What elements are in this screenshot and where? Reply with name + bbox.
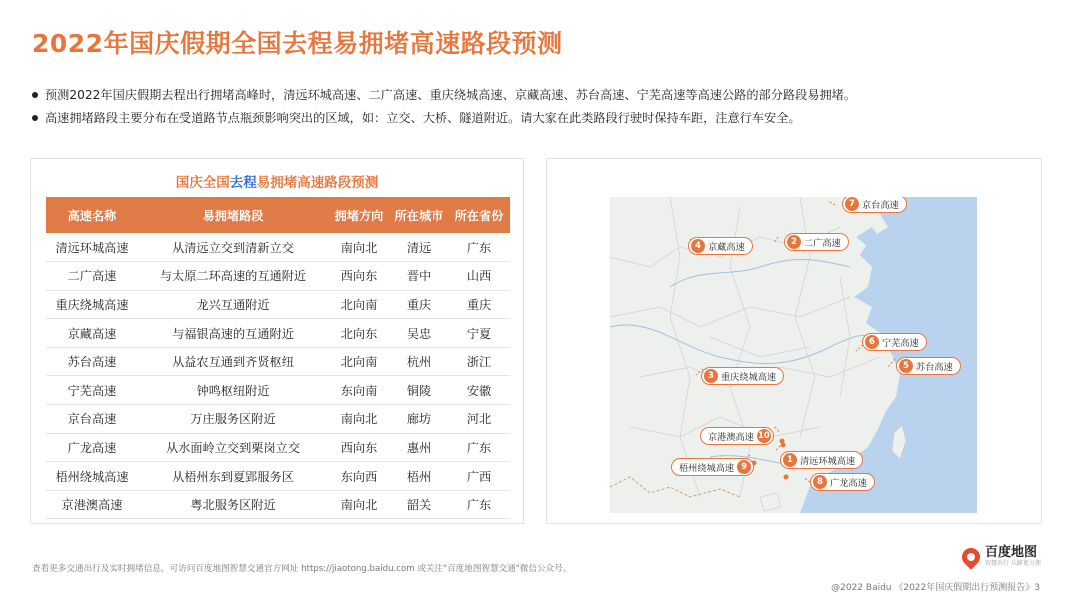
- table-title: [31, 171, 523, 191]
- cell-province: 广东: [448, 490, 510, 519]
- map-label-text: 京藏高速: [708, 242, 745, 253]
- map-panel: [546, 158, 1042, 524]
- map-label-ningwu[interactable]: [862, 333, 927, 351]
- congestion-table: [46, 197, 510, 519]
- cell-city: 惠州: [390, 433, 448, 462]
- cell-highway: 京藏高速: [46, 319, 138, 348]
- cell-province: 重庆: [448, 290, 510, 319]
- table-row: [46, 376, 510, 405]
- map-label-chongqing[interactable]: [701, 367, 784, 385]
- map-label-guanglong[interactable]: [810, 473, 875, 491]
- cell-highway: 宁芜高速: [46, 376, 138, 405]
- header-section: 易拥堵路段: [138, 197, 328, 233]
- cell-direction: 北向南: [328, 290, 390, 319]
- page-title: 2022年国庆假期全国去程易拥堵高速路段预测: [32, 29, 563, 58]
- cell-direction: 北向东: [328, 319, 390, 348]
- header-highway: 高速名称: [46, 197, 138, 233]
- marker-dot: [780, 439, 785, 444]
- china-map[interactable]: [610, 197, 977, 513]
- cell-section: 钟鸣枢纽附近: [138, 376, 328, 405]
- table-row: [46, 233, 510, 262]
- table-row: [46, 262, 510, 291]
- cell-province: 广西: [448, 462, 510, 491]
- cell-highway: 苏台高速: [46, 347, 138, 376]
- logo-slogan: 智慧出行 认路更方便: [985, 560, 1041, 567]
- map-label-text: 清远环城高速: [800, 456, 856, 467]
- cell-section: 万庄服务区附近: [138, 405, 328, 434]
- map-label-wuzhou[interactable]: [671, 458, 754, 476]
- cell-city: 铜陵: [390, 376, 448, 405]
- map-label-text: 广龙高速: [830, 478, 867, 489]
- cell-section: 龙兴互通附近: [138, 290, 328, 319]
- cell-direction: 东向南: [328, 376, 390, 405]
- bullet-dot-icon: [32, 115, 38, 121]
- cell-section: 从清远立交到清新立交: [138, 233, 328, 262]
- cell-province: 宁夏: [448, 319, 510, 348]
- cell-province: 浙江: [448, 347, 510, 376]
- bullet-text: 预测2022年国庆假期去程出行拥堵高峰时，清远环城高速、二广高速、重庆绕城高速、京藏高速、苏台高速、宁芜高速等高速公路的部分路段易拥堵。: [45, 88, 857, 102]
- cell-city: 清远: [390, 233, 448, 262]
- cell-section: 从梧州东到夏郢服务区: [138, 462, 328, 491]
- map-label-text: 京港澳高速: [708, 432, 754, 443]
- cell-direction: 南向北: [328, 490, 390, 519]
- bullet-dot-icon: [32, 92, 38, 98]
- bullet-list: [32, 86, 1042, 132]
- congestion-table-panel: [30, 158, 524, 524]
- map-label-text: 京台高速: [862, 200, 899, 211]
- cell-province: 广东: [448, 433, 510, 462]
- map-label-text: 苏台高速: [916, 362, 953, 373]
- cell-highway: 重庆绕城高速: [46, 290, 138, 319]
- marker-dot: [784, 475, 789, 480]
- table-row: [46, 433, 510, 462]
- cell-province: 广东: [448, 233, 510, 262]
- number-badge: 3: [704, 369, 718, 383]
- cell-city: 重庆: [390, 290, 448, 319]
- cell-direction: 南向北: [328, 233, 390, 262]
- header-city: 所在城市: [390, 197, 448, 233]
- cell-highway: 二广高速: [46, 262, 138, 291]
- bullet-text: 高速拥堵路段主要分布在受道路节点瓶颈影响突出的区域，如：立交、大桥、隧道附近。请大家在此类路段行驶时保持车距，注意行车安全。: [45, 111, 801, 125]
- copyright: @2022 Baidu 《2022年国庆假期出行预测报告》3: [831, 583, 1040, 593]
- cell-highway: 京港澳高速: [46, 490, 138, 519]
- cell-direction: 东向西: [328, 462, 390, 491]
- table-row: [46, 405, 510, 434]
- cell-direction: 南向北: [328, 405, 390, 434]
- map-label-jinggangao[interactable]: [700, 427, 774, 445]
- number-badge: 5: [899, 359, 913, 373]
- cell-section: 从水面岭立交到栗岗立交: [138, 433, 328, 462]
- national-border: [610, 477, 740, 497]
- cell-city: 吴忠: [390, 319, 448, 348]
- cell-highway: 广龙高速: [46, 433, 138, 462]
- bullet-item: [32, 109, 1042, 127]
- table-row: [46, 319, 510, 348]
- cell-section: 与太原二环高速的互通附近: [138, 262, 328, 291]
- cell-city: 梧州: [390, 462, 448, 491]
- baidu-map-logo: [962, 546, 1041, 568]
- map-label-jingtai[interactable]: [842, 197, 907, 213]
- cell-section: 与福银高速的互通附近: [138, 319, 328, 348]
- map-label-qingyuan[interactable]: [780, 451, 863, 469]
- cell-province: 河北: [448, 405, 510, 434]
- table-row: [46, 490, 510, 519]
- header-direction: 拥堵方向: [328, 197, 390, 233]
- map-label-jingzang[interactable]: [688, 237, 753, 255]
- map-label-text: 二广高速: [804, 238, 841, 249]
- header-province: 所在省份: [448, 197, 510, 233]
- number-badge: 8: [813, 475, 827, 489]
- table-title-part: 国庆全国: [175, 175, 230, 191]
- table-title-highlight: 去程: [229, 175, 257, 191]
- number-badge: 10: [758, 431, 770, 441]
- cell-city: 廊坊: [390, 405, 448, 434]
- cell-city: 晋中: [390, 262, 448, 291]
- cell-highway: 京台高速: [46, 405, 138, 434]
- number-badge: 9: [737, 460, 751, 474]
- cell-direction: 北向南: [328, 347, 390, 376]
- map-label-sutai[interactable]: [896, 357, 961, 375]
- cell-province: 安徽: [448, 376, 510, 405]
- footnote: 查看更多交通出行及实时拥堵信息，可访问百度地图智慧交通官方网址 https://jiaotong.baidu.com 或关注"百度地图智慧交通"微信公众号。: [32, 564, 572, 574]
- cell-direction: 西向东: [328, 433, 390, 462]
- map-label-erguang[interactable]: [784, 233, 849, 251]
- cell-highway: 梧州绕城高速: [46, 462, 138, 491]
- number-badge: 2: [787, 235, 801, 249]
- cell-province: 山西: [448, 262, 510, 291]
- cell-highway: 清远环城高速: [46, 233, 138, 262]
- table-header-row: [46, 197, 510, 233]
- map-label-text: 重庆绕城高速: [721, 372, 777, 383]
- cell-section: 从益农互通到齐贤枢纽: [138, 347, 328, 376]
- map-pin-icon: [958, 544, 983, 569]
- table-title-part: 易拥堵高速路段预测: [256, 175, 379, 191]
- number-badge: 4: [691, 239, 705, 253]
- table-row: [46, 290, 510, 319]
- table-row: [46, 462, 510, 491]
- number-badge: 7: [845, 197, 859, 211]
- table-row: [46, 347, 510, 376]
- map-label-text: 梧州绕城高速: [679, 463, 735, 474]
- number-badge: 6: [865, 335, 879, 349]
- number-badge: 1: [783, 453, 797, 467]
- bullet-item: [32, 86, 1042, 104]
- map-label-text: 宁芜高速: [882, 338, 919, 349]
- cell-section: 粤北服务区附近: [138, 490, 328, 519]
- cell-direction: 西向东: [328, 262, 390, 291]
- logo-name: 百度地图: [985, 545, 1038, 560]
- cell-city: 杭州: [390, 347, 448, 376]
- cell-city: 韶关: [390, 490, 448, 519]
- hainan-island: [760, 493, 780, 511]
